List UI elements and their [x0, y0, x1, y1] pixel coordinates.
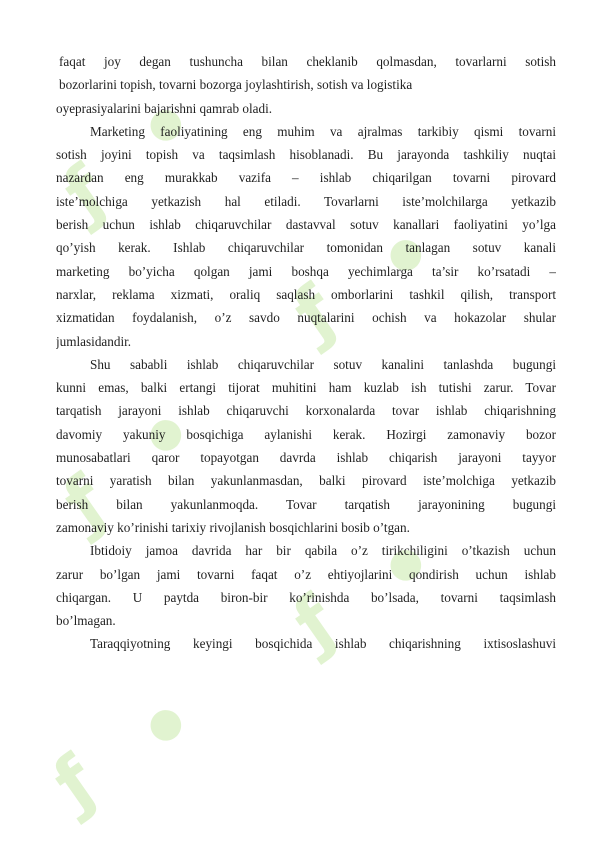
text-line: davomiy yakuniy bosqichiga aylanishi kerak. Hozirgi zamonaviy bozor — [56, 426, 556, 442]
text-line: munosabatlari qaror topayotgan davrda ishlab chiqarish jarayoni tayyor — [56, 450, 556, 466]
text-line: bo’lmagan. — [56, 613, 116, 629]
svg-text:●: ● — [376, 534, 432, 593]
svg-text:ƒ: ƒ — [38, 740, 111, 825]
text-line: Shu sababli ishlab chiqaruvchilar sotuv kanalini tanlashda bugungi — [90, 356, 556, 372]
text-line: xizmatidan foydalanish, o’z savdo nuqtalarini ochish va hokazolar shular — [56, 310, 556, 326]
text-line: oyeprasiyalarini bajarishni qamrab oladi. — [56, 100, 273, 116]
svg-text:ƒ: ƒ — [278, 270, 351, 355]
text-line: berish bilan yakunlanmoqda. Tovar tarqatish jarayonining bugungi — [56, 496, 556, 512]
svg-text:●: ● — [136, 694, 192, 753]
svg-text:ƒ: ƒ — [48, 150, 121, 235]
svg-text:●: ● — [376, 224, 432, 283]
text-line: qo’yish kerak. Ishlab chiqaruvchilar tomonidan tanlagan sotuv kanali — [56, 240, 556, 256]
svg-text:ƒ: ƒ — [48, 460, 121, 545]
text-line: chiqargan. U paytda biron-bir ko’rinishda bo’lsada, tovarni taqsimlash — [56, 589, 556, 605]
text-line: nazardan eng murakkab vazifa – ishlab chiqarilgan tovarni pirovard — [56, 170, 556, 186]
text-line: Taraqqiyotning keyingi bosqichida ishlab chiqarishning ixtisoslashuvi — [90, 636, 556, 652]
text-line: sotish joyini topish va taqsimlash hisoblanadi. Bu jarayonda tashkiliy nuqtai — [56, 147, 556, 163]
svg-text:ƒ: ƒ — [278, 580, 351, 665]
text-line: marketing bo’yicha qolgan jami boshqa yechimlarga ta’sir ko’rsatadi – — [56, 263, 556, 279]
text-line: jumlasidandir. — [56, 333, 132, 349]
text-line: narxlar, reklama xizmati, oraliq saqlash omborlarini tashkil qilish, transport — [56, 286, 556, 302]
text-line: tarqatish jarayoni ishlab chiqaruvchi korxonalarda tovar ishlab chiqarishning — [56, 403, 556, 419]
text-line: zamonaviy ko’rinishi tarixiy rivojlanish bosqichlarini bosib o’tgan. — [56, 519, 410, 535]
svg-text:●: ● — [136, 404, 192, 463]
text-line: Ibtidoiy jamoa davrida har bir qabila o’z tirikchiligini o’tkazish uchun — [90, 543, 556, 559]
text-line: bozorlarini topish, tovarni bozorga joylashtirish, sotish va logistika — [59, 77, 413, 93]
document-page — [56, 50, 556, 656]
svg-text:●: ● — [136, 94, 192, 153]
text-line: berish uchun ishlab chiqaruvchilar dastavval sotuv kanallari faoliyatini yo’lga — [56, 217, 556, 233]
text-line: tovarni yaratish bilan yakunlanmasdan, balki pirovard iste’molchiga yetkazib — [56, 473, 556, 489]
text-line: zarur bo’lgan jami tovarni faqat o’z ehtiyojlarini qondirish uchun ishlab — [56, 566, 556, 582]
logo-watermark-icon — [35, 694, 191, 827]
text-line: iste’molchiga yetkazish hal etiladi. Tovarlarni iste’molchilarga yetkazib — [56, 193, 556, 209]
text-line: faqat joy degan tushuncha bilan cheklanib qolmasdan, tovarlarni sotish — [59, 54, 556, 69]
text-line: kunni emas, balki ertangi tijorat muhitini ham kuzlab ish tutishi zarur. Tovar — [56, 380, 556, 396]
text-line: Marketing faoliyatining eng muhim va ajralmas tarkibiy qismi tovarni — [90, 123, 556, 139]
